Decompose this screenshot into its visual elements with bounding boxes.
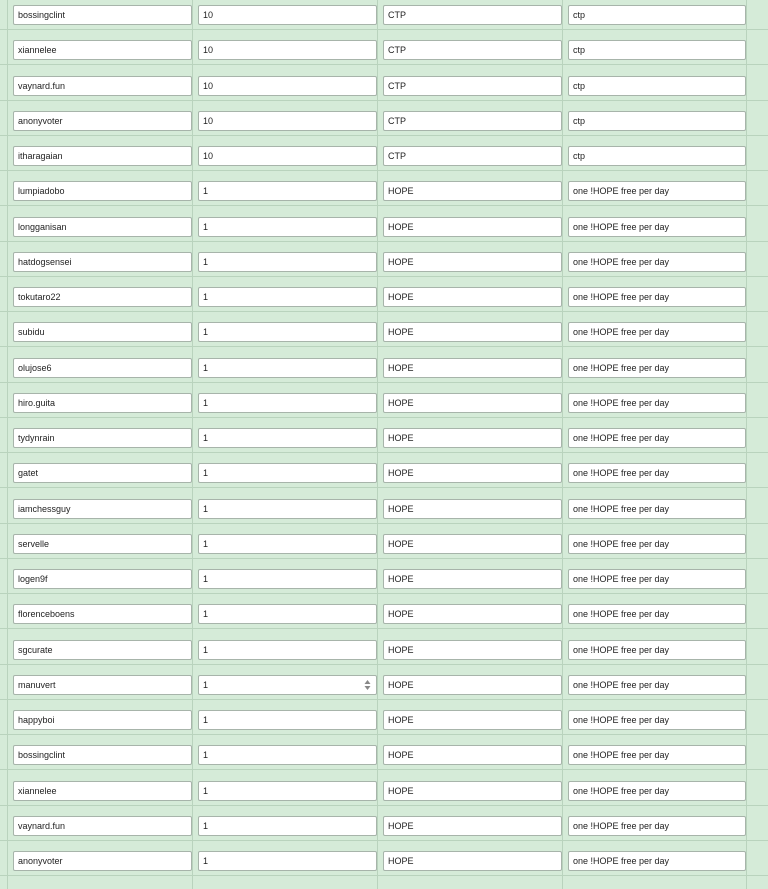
username-input[interactable]	[13, 252, 192, 272]
table-row	[0, 559, 768, 594]
memo-input[interactable]	[568, 287, 746, 307]
token-value: HOPE	[388, 785, 414, 796]
memo-value: one !HOPE free per day	[573, 750, 670, 761]
amount-value: 1	[203, 186, 209, 197]
token-input[interactable]	[383, 40, 562, 60]
username-value: itharagaian	[18, 151, 63, 161]
memo-input[interactable]	[568, 252, 746, 272]
table-row	[0, 524, 768, 559]
username-value: anonyvoter	[18, 115, 63, 126]
memo-input[interactable]	[568, 5, 746, 25]
memo-input[interactable]	[568, 534, 746, 554]
number-spinner-icon[interactable]	[364, 679, 371, 691]
memo-value: one !HOPE free per day	[573, 292, 670, 302]
token-value: HOPE	[388, 820, 414, 831]
amount-value: 1	[203, 433, 209, 443]
token-input[interactable]	[383, 146, 562, 166]
username-input[interactable]	[13, 217, 192, 237]
amount-input[interactable]	[198, 851, 377, 871]
memo-value: one !HOPE free per day	[573, 574, 670, 584]
amount-value: 1	[203, 221, 209, 232]
table-row	[0, 242, 768, 277]
username-input[interactable]	[13, 5, 192, 25]
memo-input[interactable]	[568, 745, 746, 765]
token-input[interactable]	[383, 851, 562, 871]
memo-input[interactable]	[568, 217, 746, 237]
memo-input[interactable]	[568, 675, 746, 695]
memo-value: one !HOPE free per day	[573, 820, 670, 831]
amount-value: 1	[203, 468, 209, 479]
amount-input[interactable]	[198, 146, 377, 166]
memo-input[interactable]	[568, 640, 746, 660]
amount-input[interactable]	[198, 287, 377, 307]
amount-value: 10	[203, 80, 214, 91]
amount-input[interactable]	[198, 816, 377, 836]
memo-value: one !HOPE free per day	[573, 433, 670, 443]
table-row	[0, 453, 768, 488]
amount-input[interactable]	[198, 358, 377, 378]
token-value: CTP	[388, 151, 406, 161]
amount-value: 1	[203, 538, 209, 549]
memo-input[interactable]	[568, 111, 746, 131]
amount-value: 1	[203, 644, 209, 655]
table-row	[0, 383, 768, 418]
token-value: HOPE	[388, 503, 414, 514]
amount-value: 1	[203, 785, 209, 796]
token-input[interactable]	[383, 76, 562, 96]
memo-value: one !HOPE free per day	[573, 327, 670, 338]
memo-input[interactable]	[568, 569, 746, 589]
token-value: HOPE	[388, 433, 414, 443]
token-input[interactable]	[383, 569, 562, 589]
username-value: sgcurate	[18, 644, 53, 655]
token-value: HOPE	[388, 397, 414, 408]
amount-value: 1	[203, 750, 209, 761]
token-input[interactable]	[383, 534, 562, 554]
amount-input[interactable]	[198, 252, 377, 272]
username-input[interactable]	[13, 534, 192, 554]
username-value: iamchessguy	[18, 503, 71, 514]
amount-value: 1	[203, 856, 209, 866]
memo-value: one !HOPE free per day	[573, 468, 670, 479]
username-value: hatdogsensei	[18, 256, 72, 267]
amount-value: 1	[203, 715, 209, 725]
token-input[interactable]	[383, 816, 562, 836]
username-input[interactable]	[13, 816, 192, 836]
token-input[interactable]	[383, 181, 562, 201]
amount-input[interactable]	[198, 40, 377, 60]
token-input[interactable]	[383, 463, 562, 483]
token-value: CTP	[388, 10, 406, 20]
username-value: happyboi	[18, 715, 55, 725]
token-input[interactable]	[383, 358, 562, 378]
amount-input[interactable]	[198, 640, 377, 660]
token-input[interactable]	[383, 428, 562, 448]
amount-value: 10	[203, 45, 214, 56]
amount-value: 1	[203, 679, 209, 690]
username-input[interactable]	[13, 76, 192, 96]
username-value: longganisan	[18, 221, 67, 232]
token-input[interactable]	[383, 745, 562, 765]
memo-value: one !HOPE free per day	[573, 609, 670, 620]
memo-input[interactable]	[568, 499, 746, 519]
token-input[interactable]	[383, 111, 562, 131]
memo-input[interactable]	[568, 146, 746, 166]
memo-input[interactable]	[568, 710, 746, 730]
token-value: HOPE	[388, 468, 414, 479]
username-value: vaynard.fun	[18, 820, 66, 831]
token-value: CTP	[388, 80, 406, 91]
token-input[interactable]	[383, 781, 562, 801]
memo-input[interactable]	[568, 393, 746, 413]
memo-input[interactable]	[568, 358, 746, 378]
token-input[interactable]	[383, 5, 562, 25]
table-row	[0, 735, 768, 770]
memo-input[interactable]	[568, 816, 746, 836]
table-row	[0, 30, 768, 65]
username-value: xiannelee	[18, 785, 57, 796]
username-input[interactable]	[13, 322, 192, 342]
token-input[interactable]	[383, 217, 562, 237]
memo-input[interactable]	[568, 40, 746, 60]
token-value: HOPE	[388, 856, 414, 866]
amount-value: 1	[203, 397, 209, 408]
memo-value: one !HOPE free per day	[573, 856, 670, 866]
amount-input[interactable]	[198, 604, 377, 624]
username-value: bossingclint	[18, 750, 66, 761]
username-value: subidu	[18, 327, 45, 338]
username-value: olujose6	[18, 362, 52, 373]
table-row	[0, 841, 768, 876]
table-row	[0, 136, 768, 171]
amount-input[interactable]	[198, 393, 377, 413]
token-value: HOPE	[388, 750, 414, 761]
memo-value: one !HOPE free per day	[573, 397, 670, 408]
memo-input[interactable]	[568, 181, 746, 201]
username-input[interactable]	[13, 40, 192, 60]
table-row	[0, 348, 768, 383]
amount-input[interactable]	[198, 569, 377, 589]
token-value: HOPE	[388, 538, 414, 549]
username-input[interactable]	[13, 781, 192, 801]
token-input[interactable]	[383, 499, 562, 519]
username-input[interactable]	[13, 181, 192, 201]
token-value: HOPE	[388, 679, 414, 690]
memo-value: one !HOPE free per day	[573, 256, 670, 267]
username-value: manuvert	[18, 679, 56, 690]
amount-input[interactable]	[198, 5, 377, 25]
amount-value: 10	[203, 151, 214, 161]
memo-value: one !HOPE free per day	[573, 538, 670, 549]
token-input[interactable]	[383, 640, 562, 660]
memo-value: ctp	[573, 80, 586, 91]
amount-input[interactable]	[198, 217, 377, 237]
table-row	[0, 630, 768, 665]
amount-input[interactable]	[198, 710, 377, 730]
table-row	[0, 665, 768, 700]
amount-input[interactable]	[198, 111, 377, 131]
username-value: lumpiadobo	[18, 186, 65, 197]
amount-value: 1	[203, 609, 209, 620]
amount-value: 1	[203, 256, 209, 267]
memo-value: one !HOPE free per day	[573, 186, 670, 197]
token-value: HOPE	[388, 362, 414, 373]
username-value: vaynard.fun	[18, 80, 66, 91]
token-value: HOPE	[388, 186, 414, 197]
table-row	[0, 594, 768, 629]
amount-input[interactable]	[198, 534, 377, 554]
table-row	[0, 66, 768, 101]
token-value: HOPE	[388, 292, 414, 302]
memo-input[interactable]	[568, 76, 746, 96]
token-input[interactable]	[383, 710, 562, 730]
username-input[interactable]	[13, 851, 192, 871]
token-value: HOPE	[388, 327, 414, 338]
username-input[interactable]	[13, 745, 192, 765]
memo-input[interactable]	[568, 781, 746, 801]
table-row	[0, 700, 768, 735]
amount-value: 1	[203, 327, 209, 338]
token-input[interactable]	[383, 322, 562, 342]
username-input[interactable]	[13, 111, 192, 131]
username-input[interactable]	[13, 146, 192, 166]
amount-input[interactable]	[198, 675, 377, 695]
table-row	[0, 207, 768, 242]
username-input[interactable]	[13, 393, 192, 413]
username-value: hiro.guita	[18, 397, 56, 408]
amount-input[interactable]	[198, 428, 377, 448]
token-input[interactable]	[383, 287, 562, 307]
amount-value: 1	[203, 820, 209, 831]
username-input[interactable]	[13, 463, 192, 483]
username-value: xiannelee	[18, 45, 57, 56]
amount-input[interactable]	[198, 76, 377, 96]
memo-input[interactable]	[568, 428, 746, 448]
token-value: HOPE	[388, 574, 414, 584]
username-input[interactable]	[13, 675, 192, 695]
amount-input[interactable]	[198, 322, 377, 342]
token-value: HOPE	[388, 644, 414, 655]
username-value: tokutaro22	[18, 292, 61, 302]
token-value: HOPE	[388, 609, 414, 620]
memo-value: one !HOPE free per day	[573, 715, 670, 725]
username-value: florenceboens	[18, 609, 75, 620]
table-row	[0, 418, 768, 453]
token-value: HOPE	[388, 256, 414, 267]
amount-value: 1	[203, 503, 209, 514]
table-row	[0, 101, 768, 136]
username-input[interactable]	[13, 640, 192, 660]
username-value: logen9f	[18, 574, 48, 584]
memo-value: ctp	[573, 115, 586, 126]
table-row	[0, 312, 768, 347]
memo-value: ctp	[573, 151, 586, 161]
table-row	[0, 771, 768, 806]
table-row	[0, 489, 768, 524]
username-value: bossingclint	[18, 10, 66, 20]
memo-value: one !HOPE free per day	[573, 644, 670, 655]
username-value: anonyvoter	[18, 856, 63, 866]
memo-input[interactable]	[568, 604, 746, 624]
amount-input[interactable]	[198, 499, 377, 519]
amount-value: 10	[203, 10, 214, 20]
memo-value: ctp	[573, 10, 586, 20]
token-input[interactable]	[383, 393, 562, 413]
token-value: CTP	[388, 115, 406, 126]
token-input[interactable]	[383, 675, 562, 695]
amount-value: 1	[203, 574, 209, 584]
token-value: HOPE	[388, 715, 414, 725]
memo-value: one !HOPE free per day	[573, 221, 670, 232]
memo-input[interactable]	[568, 851, 746, 871]
amount-input[interactable]	[198, 745, 377, 765]
amount-input[interactable]	[198, 463, 377, 483]
username-value: gatet	[18, 468, 39, 479]
table-row	[0, 277, 768, 312]
memo-input[interactable]	[568, 322, 746, 342]
username-value: servelle	[18, 538, 50, 549]
token-value: CTP	[388, 45, 406, 56]
token-input[interactable]	[383, 252, 562, 272]
amount-input[interactable]	[198, 181, 377, 201]
username-value: tydynrain	[18, 433, 55, 443]
username-input[interactable]	[13, 604, 192, 624]
table-row	[0, 171, 768, 206]
username-input[interactable]	[13, 569, 192, 589]
token-input[interactable]	[383, 604, 562, 624]
amount-input[interactable]	[198, 781, 377, 801]
memo-value: one !HOPE free per day	[573, 785, 670, 796]
amount-value: 1	[203, 292, 209, 302]
username-input[interactable]	[13, 710, 192, 730]
username-input[interactable]	[13, 499, 192, 519]
username-input[interactable]	[13, 358, 192, 378]
username-input[interactable]	[13, 428, 192, 448]
memo-value: one !HOPE free per day	[573, 503, 670, 514]
token-value: HOPE	[388, 221, 414, 232]
memo-value: one !HOPE free per day	[573, 362, 670, 373]
memo-value: ctp	[573, 45, 586, 56]
table-row	[0, 806, 768, 841]
table-row	[0, 0, 768, 30]
memo-value: one !HOPE free per day	[573, 679, 670, 690]
memo-input[interactable]	[568, 463, 746, 483]
username-input[interactable]	[13, 287, 192, 307]
amount-value: 1	[203, 362, 209, 373]
amount-value: 10	[203, 115, 214, 126]
